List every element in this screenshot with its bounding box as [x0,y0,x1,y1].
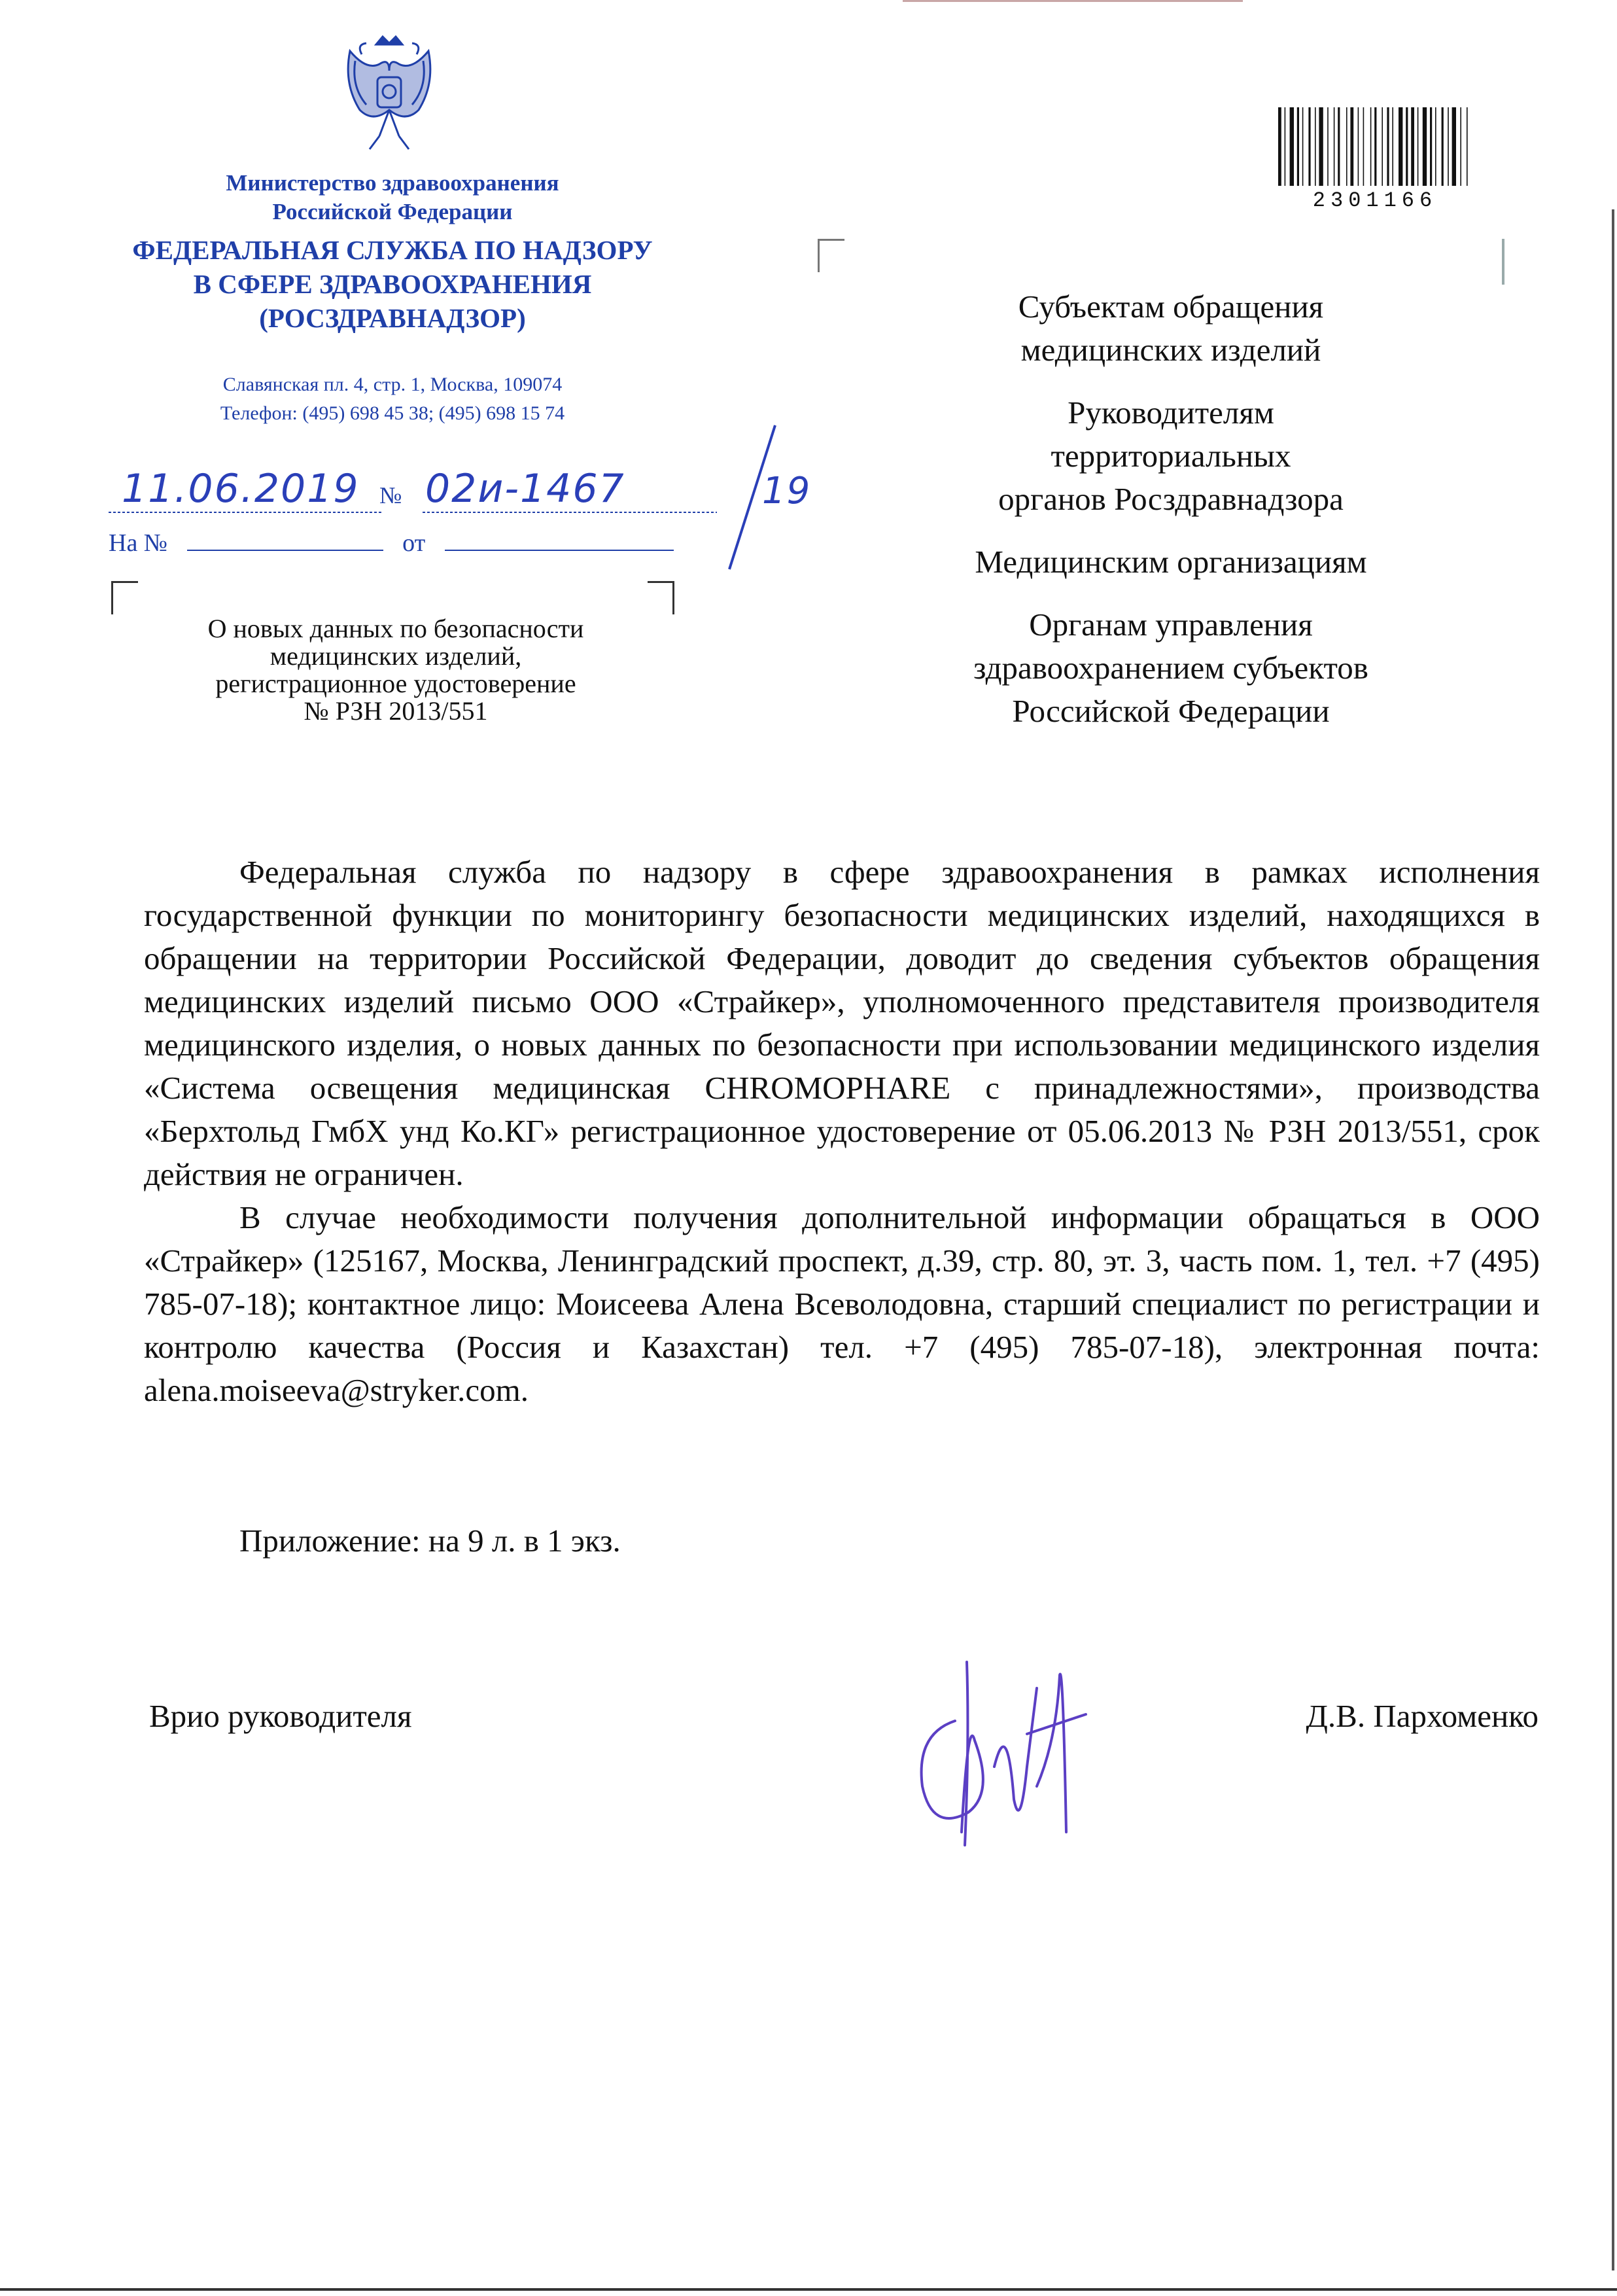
reply-number-blank [187,530,383,551]
registration-underline [109,509,822,516]
registration-number: 02и-1467 [425,466,625,512]
addressee-3 [877,540,1465,584]
addressee-1-line-1: Субъектам обращения [1018,289,1324,325]
reply-reference-line [109,529,674,557]
addressee-4-line-2: здравоохранением субъектов [973,650,1368,686]
address-line-1: Славянская пл. 4, стр. 1, Москва, 109074 [222,374,563,395]
registration-number-label: № [379,482,402,508]
attachment-note: Приложение: на 9 л. в 1 экз. [239,1523,621,1559]
agency-address [118,370,667,428]
scan-edge-right [1612,209,1614,2270]
addressee-2-line-1: Руководителям [1068,395,1274,431]
addressee-corner-right [1502,239,1504,285]
subject-line-1: О новых данных по безопасности [207,614,584,643]
address-line-2: Телефон: (495) 698 45 38; (495) 698 15 74 [220,402,565,424]
reply-from-label: от [402,529,426,557]
addressee-4 [877,603,1465,733]
agency-name [78,233,706,335]
addressee-list [877,285,1465,752]
addressee-corner-left [818,239,844,272]
signatory-name: Д.В. Пархоменко [1306,1698,1539,1734]
handwritten-signature [896,1636,1119,1852]
addressee-2-line-2: территориальных [1051,438,1291,474]
agency-line-2: В СФЕРЕ ЗДРАВООХРАНЕНИЯ [193,269,592,299]
reply-number-label: На № [109,529,168,557]
addressee-4-line-1: Органам управления [1029,607,1313,643]
barcode [1277,105,1473,190]
subject-line-2: медицинских изделий, [270,641,522,671]
agency-line-3: (РОСЗДРАВНАДЗОР) [259,303,526,333]
ministry-name [118,169,667,226]
subject-corner-right [648,581,674,614]
subject-line-3: регистрационное удостоверение [215,669,576,698]
addressee-1-line-2: медицинских изделий [1020,332,1321,368]
ministry-line-2: Российской Федерации [272,199,513,224]
body-paragraph-1: Федеральная служба по надзору в сфере здравоохранения в рамках исполнения государственной функции по мониторингу безопасности медицинских изделий, находящихся в обращении на территории Российской Федерации, доводит до сведения субъектов обращения медицинских изделий письмо ООО «Страйкер», уполномоченного представителя производителя медицинского изделия, о новых данных по безопасности при использовании медицинского изделия «Система освещения медицинская CHROMOPHARE с принадлежностями», производства «Берхтольд ГмбХ унд Ко.КГ» регистрационное удостоверение от 05.06.2013 № РЗН 2013/551, срок действия не ограничен. [144,854,1540,1192]
subject-line-4: № РЗН 2013/551 [304,696,488,726]
scan-edge-top [903,0,1243,2]
subject-block [144,615,648,725]
scan-edge-bottom [0,2288,1617,2291]
ministry-line-1: Министерство здравоохранения [226,170,559,196]
subject-corner-left [111,581,138,614]
registration-year: 19 [762,470,812,512]
addressee-1 [877,285,1465,372]
letter-body [144,851,1540,1412]
signatory-title: Врио руководителя [149,1698,412,1734]
registration-date: 11.06.2019 [122,466,360,512]
coat-of-arms-emblem [337,31,442,162]
addressee-4-line-3: Российской Федерации [1012,693,1330,729]
barcode-number: 2301166 [1312,188,1438,213]
reply-date-blank [445,530,674,551]
addressee-2-line-3: органов Росздравнадзора [998,481,1344,517]
addressee-2 [877,391,1465,521]
addressee-3-line-1: Медицинским организациям [975,544,1367,580]
agency-line-1: ФЕДЕРАЛЬНАЯ СЛУЖБА ПО НАДЗОРУ [132,235,653,265]
body-paragraph-2: В случае необходимости получения дополнительной информации обращаться в ООО «Страйкер» (125167, Москва, Ленинградский проспект, д.39, стр. 80, эт. 3, часть пом. 1, тел. +7 (495) 785-07-18); контактное лицо: Моисеева Алена Всеволодовна, старший специалист по регистрации и контролю качества (Россия и Казахстан) тел. +7 (495) 785-07-18), электронная почта: alena.moiseeva@stryker.com. [144,1199,1540,1408]
